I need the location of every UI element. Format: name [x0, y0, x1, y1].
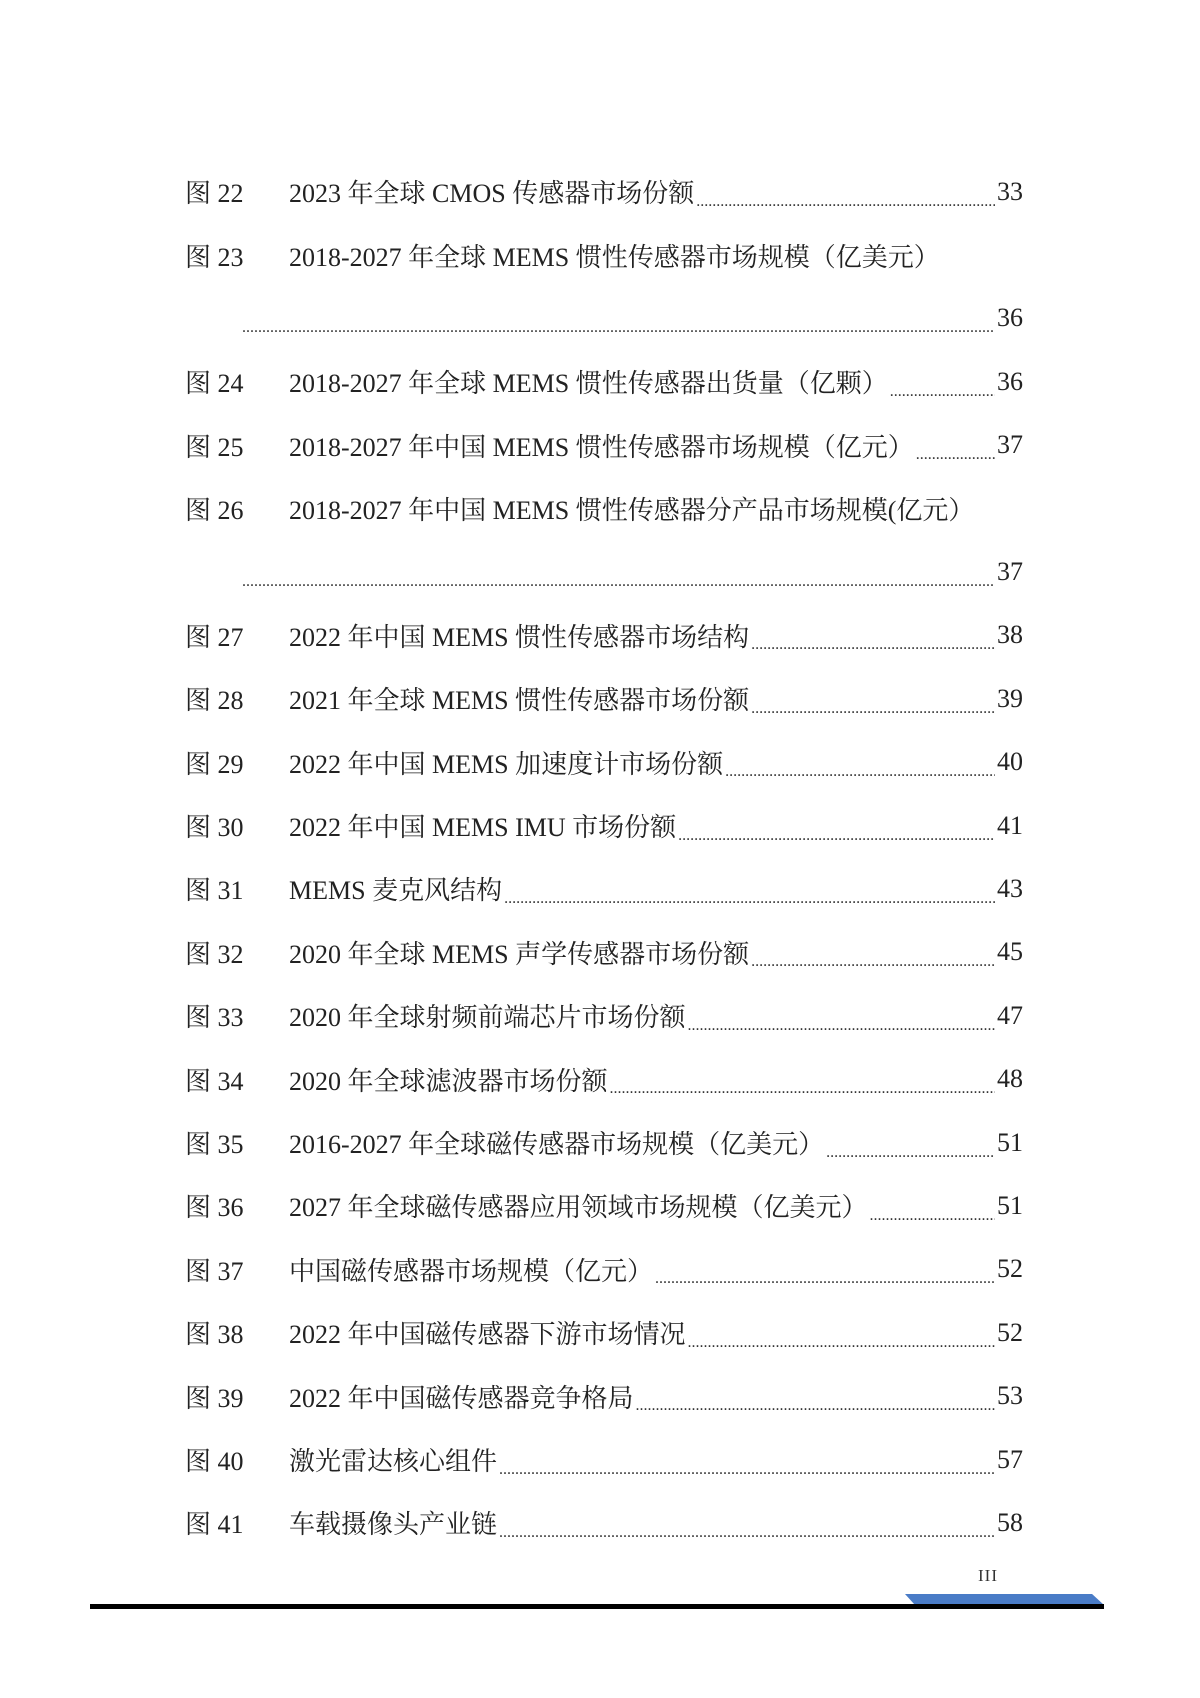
figure-label: 图 35: [185, 1130, 244, 1160]
dot-leader: [242, 309, 995, 339]
figure-label: 图 25: [185, 432, 244, 462]
page-number-ref: 37: [997, 557, 1023, 587]
dot-leader: [696, 183, 995, 213]
toc-entry[interactable]: [185, 414, 1023, 477]
toc-entry[interactable]: [185, 1364, 1023, 1427]
toc-entry[interactable]: [185, 1047, 1023, 1110]
dot-leader: [751, 943, 995, 973]
figure-title: 2022 年中国 MEMS 加速度计市场份额: [289, 749, 724, 779]
page-number-ref: 53: [997, 1381, 1023, 1411]
toc-entry[interactable]: [185, 667, 1023, 730]
figure-title: 2022 年中国 MEMS IMU 市场份额: [289, 813, 677, 843]
figure-label: 图 39: [185, 1383, 244, 1413]
page-number-ref: 51: [997, 1127, 1023, 1157]
page-number-ref: 52: [997, 1254, 1023, 1284]
dot-leader: [636, 1387, 995, 1417]
figure-label: 图 23: [185, 242, 244, 272]
figure-label: 图 34: [185, 1066, 244, 1096]
dot-leader: [751, 626, 995, 656]
page-number: III: [978, 1566, 998, 1585]
page-number-ref: 45: [997, 937, 1023, 967]
figure-title: 2021 年全球 MEMS 惯性传感器市场份额: [289, 686, 750, 716]
figure-label: 图 29: [185, 749, 244, 779]
dot-leader: [499, 1451, 995, 1481]
toc-entry[interactable]: [185, 1301, 1023, 1364]
dot-leader: [688, 1007, 995, 1037]
figure-title: 2023 年全球 CMOS 传感器市场份额: [289, 179, 695, 209]
toc-entry-continuation: [185, 540, 1023, 603]
toc-entry-continuation: [185, 287, 1023, 350]
page-number-ref: 41: [997, 810, 1023, 840]
page-number-ref: 37: [997, 430, 1023, 460]
toc-entry[interactable]: [185, 350, 1023, 413]
page-number-ref: 57: [997, 1444, 1023, 1474]
footer-rule: [90, 1604, 1104, 1609]
figure-label: 图 36: [185, 1193, 244, 1223]
page-number-ref: 39: [997, 683, 1023, 713]
page-number-ref: 38: [997, 620, 1023, 650]
figure-label: 图 37: [185, 1256, 244, 1286]
figure-title: 2020 年全球射频前端芯片市场份额: [289, 1003, 686, 1033]
dot-leader: [725, 753, 995, 783]
page-number-ref: 33: [997, 176, 1023, 206]
page-number-ref: 48: [997, 1064, 1023, 1094]
figure-label: 图 38: [185, 1320, 244, 1350]
table-of-figures: [185, 160, 1023, 1555]
dot-leader: [916, 436, 995, 466]
dot-leader: [751, 690, 995, 720]
figure-label: 图 27: [185, 622, 244, 652]
figure-label: 图 26: [185, 496, 244, 526]
figure-title: 2022 年中国 MEMS 惯性传感器市场结构: [289, 622, 750, 652]
figure-title: 2018-2027 年全球 MEMS 惯性传感器出货量（亿颗）: [289, 369, 888, 399]
toc-entry[interactable]: [185, 1238, 1023, 1301]
toc-entry[interactable]: [185, 477, 1023, 540]
figure-label: 图 41: [185, 1510, 244, 1540]
page-number-ref: 36: [997, 366, 1023, 396]
figure-label: 图 32: [185, 939, 244, 969]
toc-entry[interactable]: [185, 794, 1023, 857]
dot-leader: [610, 1070, 995, 1100]
toc-entry[interactable]: [185, 857, 1023, 920]
figure-title: 激光雷达核心组件: [289, 1447, 498, 1476]
toc-entry[interactable]: [185, 984, 1023, 1047]
figure-title: 2016-2027 年全球磁传感器市场规模（亿美元）: [289, 1130, 825, 1160]
toc-entry[interactable]: [185, 1174, 1023, 1237]
dot-leader: [499, 1514, 995, 1544]
figure-label: 图 24: [185, 369, 244, 399]
page-number-ref: 47: [997, 1000, 1023, 1030]
figure-title: 中国磁传感器市场规模（亿元）: [289, 1256, 654, 1286]
figure-label: 图 30: [185, 813, 244, 843]
dot-leader: [242, 563, 995, 593]
dot-leader: [655, 1260, 995, 1290]
toc-entry[interactable]: [185, 731, 1023, 794]
dot-leader: [870, 1197, 995, 1227]
dot-leader: [678, 817, 995, 847]
page-number-ref: 36: [997, 303, 1023, 333]
toc-entry[interactable]: [185, 1491, 1023, 1554]
dot-leader: [890, 373, 995, 403]
dot-leader: [688, 1324, 995, 1354]
figure-title: 2027 年全球磁传感器应用领域市场规模（亿美元）: [289, 1193, 868, 1223]
figure-label: 图 33: [185, 1003, 244, 1033]
figure-title: MEMS 麦克风结构: [289, 876, 503, 906]
figure-title: 2022 年中国磁传感器竞争格局: [289, 1383, 634, 1413]
toc-entry[interactable]: [185, 1428, 1023, 1491]
page-number-ref: 43: [997, 873, 1023, 903]
figure-label: 图 40: [185, 1447, 244, 1476]
figure-title: 车载摄像头产业链: [289, 1510, 498, 1540]
dot-leader: [504, 880, 995, 910]
figure-title: 2018-2027 年全球 MEMS 惯性传感器市场规模（亿美元）: [289, 242, 940, 272]
figure-title: 2018-2027 年中国 MEMS 惯性传感器市场规模（亿元）: [289, 432, 914, 462]
toc-entry[interactable]: [185, 160, 1023, 223]
dot-leader: [826, 1134, 995, 1164]
figure-title: 2020 年全球 MEMS 声学传感器市场份额: [289, 939, 750, 969]
page-number-ref: 52: [997, 1317, 1023, 1347]
figure-label: 图 28: [185, 686, 244, 716]
page-number-ref: 51: [997, 1190, 1023, 1220]
page-number-ref: 58: [997, 1507, 1023, 1537]
figure-label: 图 22: [185, 179, 244, 209]
figure-label: 图 31: [185, 876, 244, 906]
figure-title: 2018-2027 年中国 MEMS 惯性传感器分产品市场规模(亿元）: [289, 496, 975, 526]
toc-entry[interactable]: [185, 921, 1023, 984]
toc-entry[interactable]: [185, 604, 1023, 667]
figure-title: 2022 年中国磁传感器下游市场情况: [289, 1320, 686, 1350]
toc-entry[interactable]: [185, 223, 1023, 286]
figure-title: 2020 年全球滤波器市场份额: [289, 1066, 608, 1096]
toc-entry[interactable]: [185, 1111, 1023, 1174]
page-number-ref: 40: [997, 747, 1023, 777]
